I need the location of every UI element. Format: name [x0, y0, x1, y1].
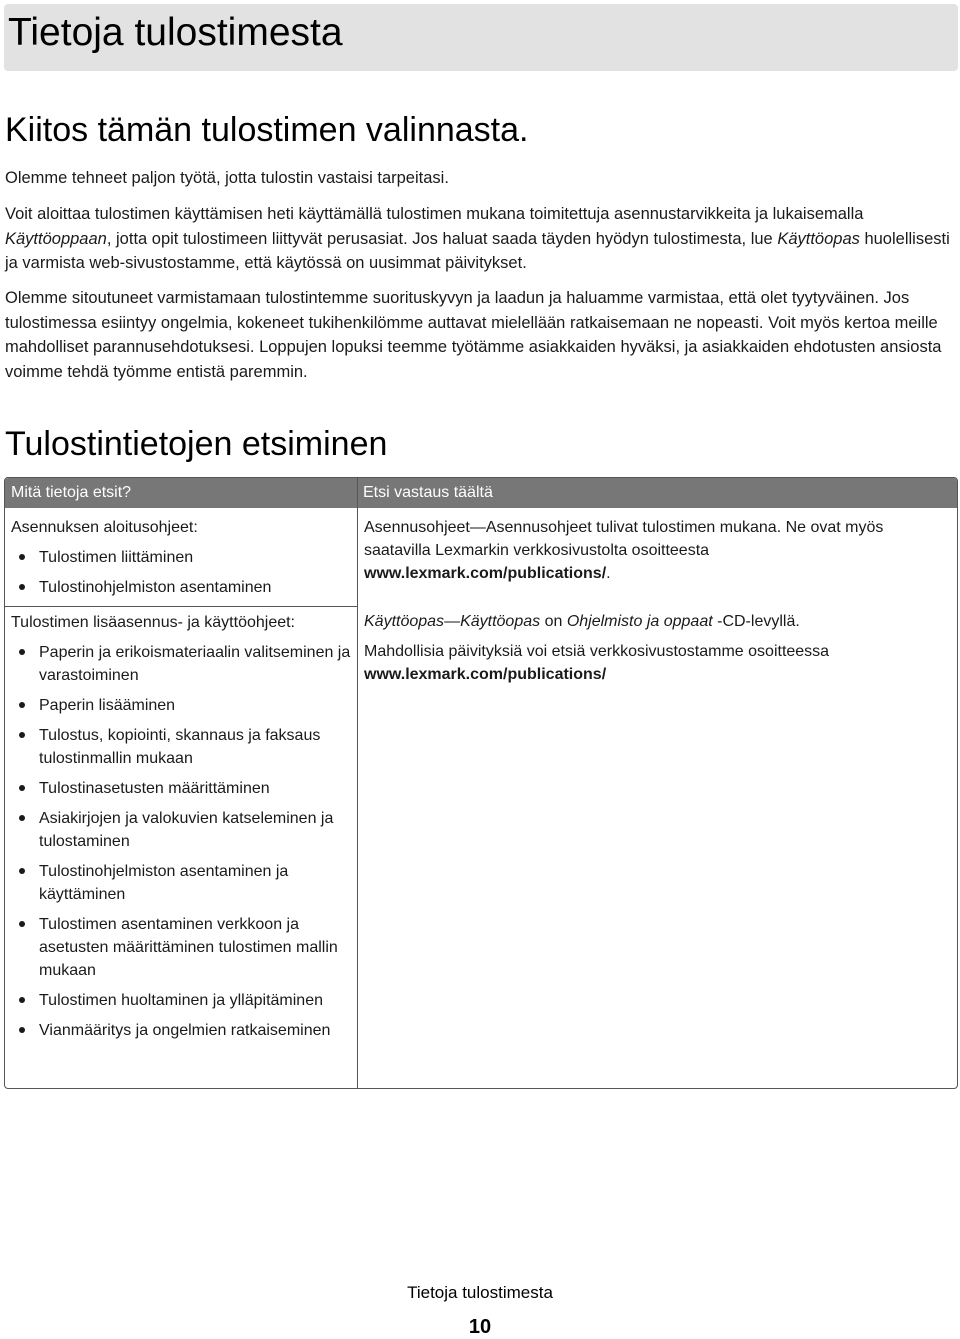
text-run: on	[540, 613, 567, 630]
list-item: Tulostimen asentaminen verkkoon ja asetusten määrittäminen tulostimen mallin mukaan	[11, 913, 351, 982]
list-item: Asiakirjojen ja valokuvien katseleminen ja tulostaminen	[11, 807, 351, 853]
thanks-paragraph-2	[5, 202, 960, 276]
list-item: Tulostus, kopiointi, skannaus ja faksaus tulostinmallin mukaan	[11, 724, 351, 770]
publications-link[interactable]: www.lexmark.com/publications/	[364, 565, 607, 582]
column-divider	[357, 478, 358, 1088]
column-header-where: Etsi vastaus täältä	[363, 484, 493, 501]
footer-title: Tietoja tulostimesta	[407, 1283, 553, 1302]
info-table	[4, 477, 958, 1089]
chapter-title: Tietoja tulostimesta	[8, 11, 343, 54]
row1-answer	[364, 516, 954, 585]
list-item: Vianmääritys ja ongelmien ratkaiseminen	[11, 1019, 351, 1042]
thanks-paragraph-1: Olemme tehneet paljon työtä, jotta tulostin vastaisi tarpeitasi.	[5, 169, 449, 187]
row2-list	[11, 641, 351, 1049]
row2-answer-2	[364, 640, 954, 686]
thanks-paragraph-3: Olemme sitoutuneet varmistamaan tulostintemme suorituskyvyn ja laadun ja haluamme varmistaa, että olet tyytyväinen. Jos tulostimessa esiintyy ongelmia, kokeneet tukihenkilömme auttavat mielellään ratkaisemaan ne nopeasti. Voit myös kertoa meille mahdolliset parannusehdotuksesi. Loppujen lopuksi teemme työtämme asiakkaiden hyväksi, ja asiakkaiden ehdotusten ansiosta voimme tehdä työmme entistä paremmin.	[5, 289, 942, 381]
row1-list	[11, 546, 351, 606]
thanks-heading: Kiitos tämän tulostimen valinnasta.	[5, 111, 529, 149]
guide-title: Käyttöopas	[460, 613, 541, 630]
list-item: Tulostimen huoltaminen ja ylläpitäminen	[11, 989, 351, 1012]
text-run: , jotta opit tulostimeen liittyvät perusasiat. Jos haluat saada täyden hyödyn tulostimesta, lue	[106, 229, 778, 248]
row2-title: Tulostimen lisäasennus- ja käyttöohjeet:	[11, 614, 295, 631]
text-run: Mahdollisia päivityksiä voi etsiä verkkosivustostamme osoitteessa	[364, 643, 830, 660]
list-item: Tulostinasetusten määrittäminen	[11, 777, 351, 800]
text-run: huolellisesti ja varmista web-sivustostamme, että käytössä on uusimmat päivitykset.	[5, 229, 950, 272]
text-run: —	[444, 613, 461, 630]
text-run: Voit aloittaa tulostimen käyttämisen heti käyttämällä tulostimen mukana toimitettuja asennustarvikkeita ja lukaisemalla	[5, 205, 864, 223]
row2-answer-1	[364, 610, 954, 633]
page-number: 10	[468, 1316, 492, 1338]
list-item: Paperin ja erikoismateriaalin valitseminen ja varastoiminen	[11, 641, 351, 687]
guide-title: Käyttöopas	[777, 229, 860, 248]
finding-heading: Tulostintietojen etsiminen	[5, 425, 388, 463]
row-divider	[5, 606, 357, 607]
guide-title: Käyttöoppaan	[5, 229, 107, 248]
cd-title: Ohjelmisto ja oppaat	[566, 613, 713, 630]
list-item: Tulostinohjelmiston asentaminen ja käyttäminen	[11, 860, 351, 906]
text-run: Asennusohjeet—Asennusohjeet tulivat tulostimen mukana. Ne ovat myös saatavilla Lexmarkin verkkosivustolta osoitteesta	[364, 519, 884, 559]
list-item: Paperin lisääminen	[11, 694, 351, 717]
column-header-what: Mitä tietoja etsit?	[11, 484, 132, 501]
guide-title: Käyttöopas	[364, 613, 445, 630]
text-run: -CD-levyllä.	[712, 613, 800, 630]
list-item: Tulostinohjelmiston asentaminen	[11, 576, 351, 599]
list-item: Tulostimen liittäminen	[11, 546, 351, 569]
text-run: .	[606, 565, 611, 582]
row1-title: Asennuksen aloitusohjeet:	[11, 519, 198, 536]
publications-link[interactable]: www.lexmark.com/publications/	[364, 666, 607, 683]
table-header	[5, 478, 957, 508]
